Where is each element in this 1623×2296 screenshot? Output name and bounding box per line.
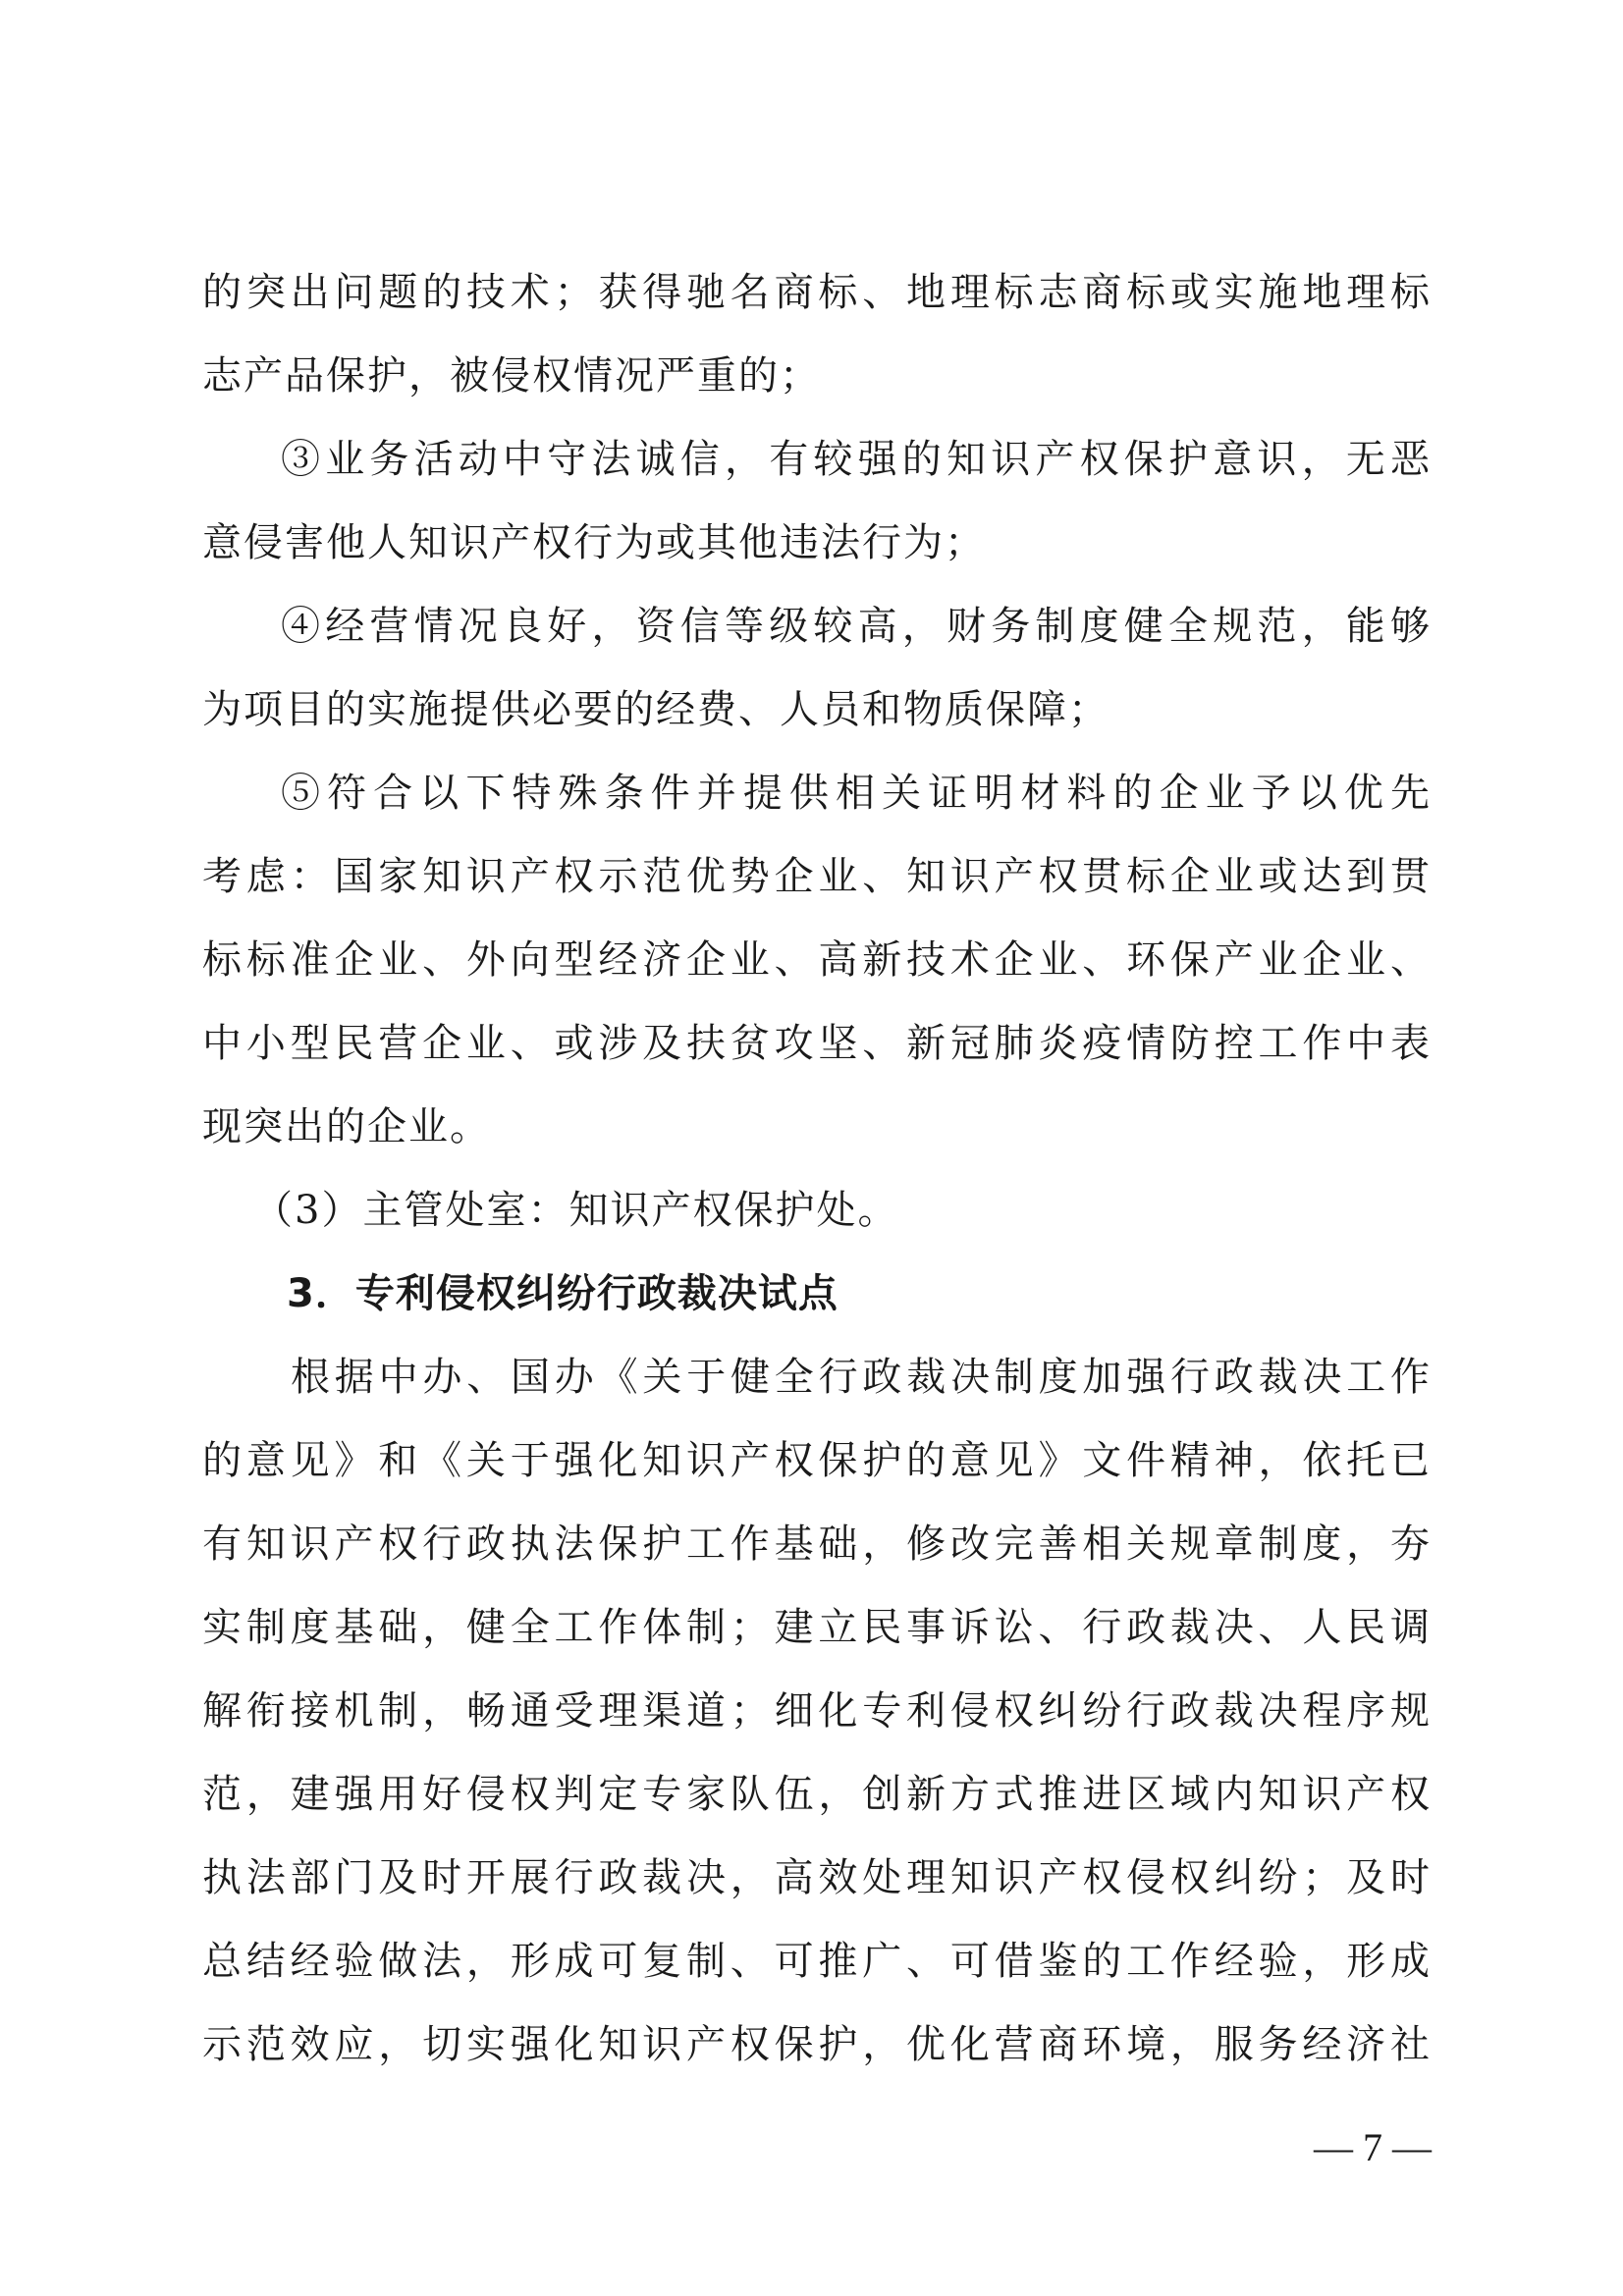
text-line: 根据中办、国办《关于健全行政裁决制度加强行政裁决工作 [291,1355,1432,1400]
text-line: ⑤符合以下特殊条件并提供相关证明材料的企业予以优先 [281,771,1432,816]
text-line: 志产品保护，被侵权情况严重的； [202,353,821,399]
text-line: 现突出的企业。 [202,1104,491,1149]
text-line: 解衔接机制，畅通受理渠道；细化专利侵权纠纷行政裁决程序规 [202,1688,1432,1734]
text-line: 考虑：国家知识产权示范优势企业、知识产权贯标企业或达到贯 [202,854,1432,899]
text-line: 执法部门及时开展行政裁决，高效处理知识产权侵权纠纷；及时 [202,1855,1432,1900]
text-line: 总结经验做法，形成可复制、可推广、可借鉴的工作经验，形成 [202,1939,1432,1984]
text-line: 的突出问题的技术；获得驰名商标、地理标志商标或实施地理标 [202,270,1432,315]
text-line: ③业务活动中守法诚信，有较强的知识产权保护意识，无恶 [281,437,1432,482]
text-line: 中小型民营企业、或涉及扶贫攻坚、新冠肺炎疫情防控工作中表 [202,1021,1432,1066]
text-line: 的意见》和《关于强化知识产权保护的意见》文件精神，依托已 [202,1438,1432,1483]
section-heading: 3．专利侵权纠纷行政裁决试点 [287,1271,839,1316]
text-line: 标标准企业、外向型经济企业、高新技术企业、环保产业企业、 [202,937,1432,983]
text-line: 范，建强用好侵权判定专家队伍，创新方式推进区域内知识产权 [202,1772,1432,1817]
text-line: 为项目的实施提供必要的经费、人员和物质保障； [202,687,1109,732]
text-line: 示范效应，切实强化知识产权保护，优化营商环境，服务经济社 [202,2022,1432,2067]
text-line: ④经营情况良好，资信等级较高，财务制度健全规范，能够 [281,604,1432,649]
text-line: （3）主管处室：知识产权保护处。 [253,1188,899,1233]
page-number: — 7 — [1314,2125,1432,2169]
text-line: 实制度基础，健全工作体制；建立民事诉讼、行政裁决、人民调 [202,1605,1432,1650]
text-line: 有知识产权行政执法保护工作基础，修改完善相关规章制度，夯 [202,1522,1432,1567]
text-line: 意侵害他人知识产权行为或其他违法行为； [202,520,986,565]
